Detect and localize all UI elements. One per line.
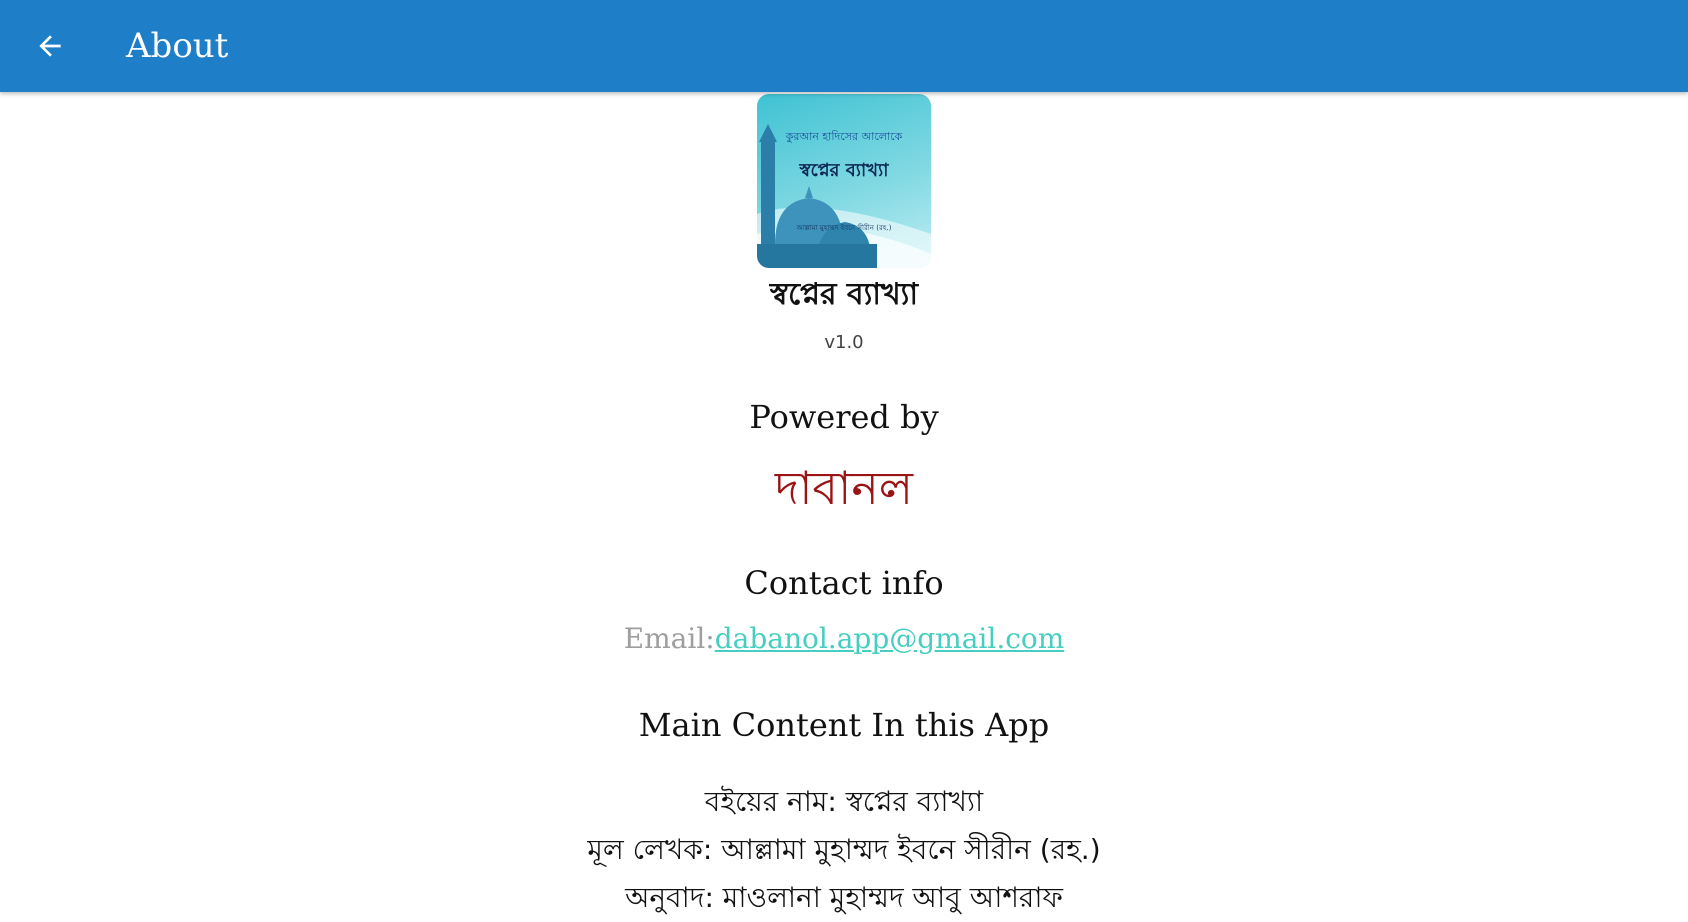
page-title: About xyxy=(126,26,229,66)
about-content xyxy=(0,92,1688,914)
main-content-lines xyxy=(0,778,1688,922)
contact-info-heading: Contact info xyxy=(744,564,944,602)
app-version: v1.0 xyxy=(824,332,864,353)
main-content-heading: Main Content In this App xyxy=(638,706,1050,744)
powered-by-label: Powered by xyxy=(749,398,939,436)
logo-author: আল্লামা মুহাম্মদ ইবনে সীরীন (রহ.) xyxy=(796,224,892,232)
app-logo xyxy=(757,94,931,268)
brand-name: দাবানল xyxy=(774,461,914,515)
email-prefix: Email: xyxy=(623,622,715,655)
content-line-book-name: বইয়ের নাম: স্বপ্নের ব্যাখ্যা xyxy=(704,785,984,818)
app-bar xyxy=(0,0,1688,92)
logo-subtitle: কুরআন হাদিসের আলোকে xyxy=(785,130,903,143)
content-line-author: মূল লেখক: আল্লামা মুহাম্মদ ইবনে সীরীন (রহ.) xyxy=(587,833,1101,866)
email-row xyxy=(0,622,1688,655)
arrow-left-icon xyxy=(34,30,66,62)
back-button[interactable] xyxy=(26,22,74,70)
logo-title: স্বপ্নের ব্যাখ্যা xyxy=(799,160,889,181)
email-link[interactable]: dabanol.app@gmail.com xyxy=(714,622,1065,655)
content-line-translator: অনুবাদ: মাওলানা মুহাম্মদ আবু আশরাফ xyxy=(625,881,1063,914)
app-name: স্বপ্নের ব্যাখ্যা xyxy=(769,277,919,312)
